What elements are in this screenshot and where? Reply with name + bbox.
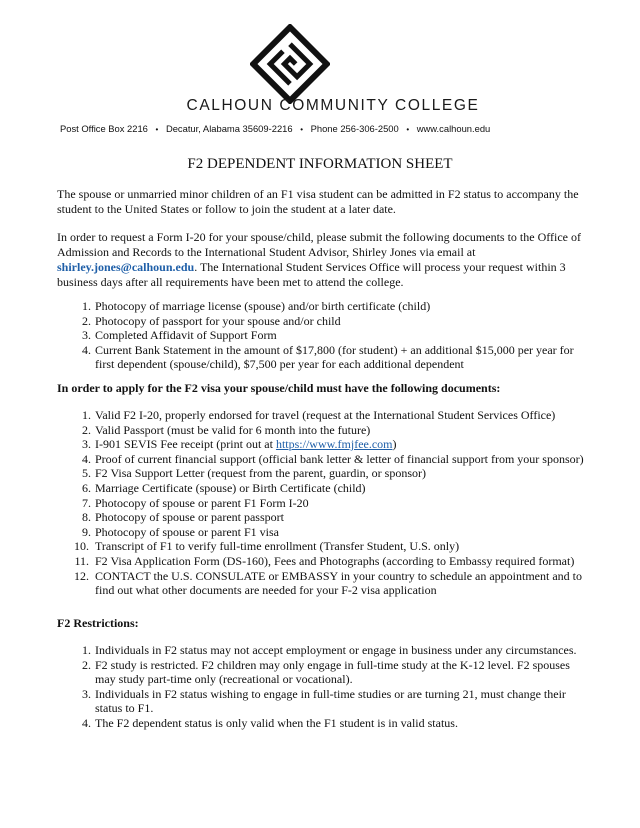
separator-bullet: • (300, 125, 304, 134)
list-item: 9. Photocopy of spouse or parent F1 visa (82, 524, 279, 539)
address-line (60, 123, 620, 134)
intro-paragraph: The spouse or unmarried minor children of an F1 visa student can be admitted in F2 status to accompany the student to the United States or follow to join the student at a later date. (57, 187, 579, 216)
list-item: 7. Photocopy of spouse or parent F1 Form I-20 (82, 495, 309, 510)
request-text-after: . The International Student Services Office will process your request within 3 business days after all requirements have been met to attend the college. (57, 260, 566, 289)
page-title: F2 DEPENDENT INFORMATION SHEET (187, 156, 453, 172)
visa-documents-heading: In order to apply for the F2 visa your spouse/child must have the following documents: (57, 381, 501, 395)
list-item: 4. Current Bank Statement in the amount of $17,800 (for student) + an additional $15,000 per year for first dependent (spouse/child), $7,500 per year for each additional dependent (82, 342, 574, 372)
request-documents-list (57, 299, 587, 372)
list-item: 4. The F2 dependent status is only valid when the F1 student is in valid status. (82, 715, 458, 730)
list-item: 1. Valid F2 I-20, properly endorsed for travel (request at the International Student Services Office) (82, 408, 556, 422)
list-item: 1. Photocopy of marriage license (spouse) and/or birth certificate (child) (82, 299, 431, 313)
phone-number: Phone 256-306-2500 (310, 123, 399, 134)
po-box: Post Office Box 2216 (60, 123, 148, 134)
sevis-fee-link[interactable]: https://www.fmjfee.com (275, 437, 393, 452)
list-item: 2. F2 study is restricted. F2 children may only engage in full-time study at the K-12 level. F2 spouses may study part-time only (recreational or vocational). (82, 657, 570, 687)
list-item: 12. CONTACT the U.S. CONSULATE or EMBASSY in your country to schedule an appointment and to find out what other documents are needed for your F-2 visa application (74, 568, 583, 598)
list-item: 4. Proof of current financial support (official bank letter & letter of financial support from your sponsor) (82, 451, 584, 466)
list-item: 2. Photocopy of passport for your spouse and/or child (82, 313, 341, 328)
restrictions-heading: F2 Restrictions: (57, 616, 139, 630)
list-item: 6. Marriage Certificate (spouse) or Birth Certificate (child) (82, 480, 366, 495)
list-item: 8. Photocopy of spouse or parent passport (82, 510, 284, 525)
list-item: 5. F2 Visa Support Letter (request from the parent, guardin, or sponsor) (82, 466, 426, 481)
separator-bullet: • (406, 125, 410, 134)
list-item: 3. Completed Affidavit of Support Form (82, 328, 277, 343)
separator-bullet: • (155, 125, 159, 134)
list-item: 1. Individuals in F2 status may not accept employment or engage in business under any circumstances. (82, 643, 577, 657)
list-item: 3. I-901 SEVIS Fee receipt (print out at https://www.fmjfee.com) (82, 437, 397, 452)
request-text-before: In order to request a Form I-20 for your spouse/child, please submit the following documents to the Office of Admission and Records to the International Student Advisor, Shirley Jones via email at (57, 230, 581, 259)
city-address: Decatur, Alabama 35609-2216 (165, 123, 293, 134)
college-name: CALHOUN COMMUNITY COLLEGE (186, 97, 480, 114)
list-item: 10. Transcript of F1 to verify full-time enrollment (Transfer Student, U.S. only) (74, 539, 460, 554)
list-item: 11. F2 Visa Application Form (DS-160), Fees and Photographs (according to Embassy required format) (74, 553, 575, 568)
website: www.calhoun.edu (416, 123, 491, 134)
visa-documents-list (57, 408, 587, 598)
advisor-email-link[interactable]: shirley.jones@calhoun.edu (57, 260, 195, 274)
restrictions-list (57, 643, 587, 731)
request-paragraph (57, 230, 587, 290)
list-item: 2. Valid Passport (must be valid for 6 month into the future) (82, 422, 371, 437)
list-item: 3. Individuals in F2 status wishing to engage in full-time studies or are turning 21, must change their status to F1. (82, 686, 566, 716)
calhoun-diamond-logo-icon (250, 24, 330, 104)
